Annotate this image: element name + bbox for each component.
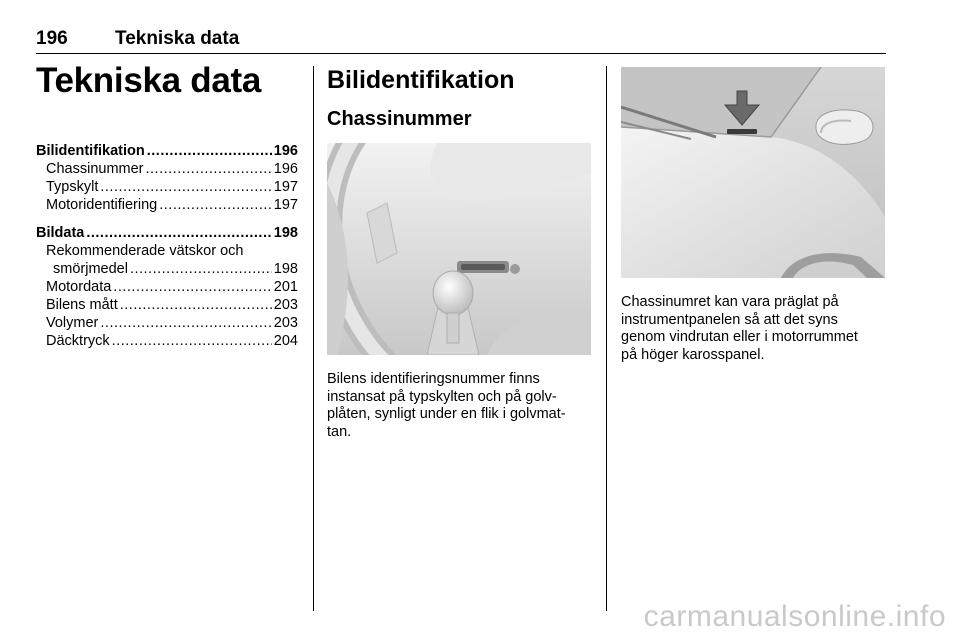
toc-entry-page: 204 — [273, 333, 298, 349]
toc-leader — [120, 296, 272, 314]
toc-entry-typskylt[interactable] — [36, 178, 298, 196]
toc-entry-label: Bilens mått — [46, 297, 118, 313]
toc-entry-bilens-matt[interactable] — [36, 296, 298, 314]
toc-entry-page: 198 — [273, 225, 298, 241]
toc-leader — [147, 142, 272, 160]
toc-entry-label: Motoridentifiering — [46, 197, 158, 213]
floor-vin-drawing — [327, 143, 591, 355]
text-line: plåten, synligt under en flik i golvmat- — [327, 406, 566, 422]
page-number: 196 — [36, 28, 68, 49]
figure-floor-vin-illustration — [327, 143, 591, 355]
toc-entry-label: Bilidentifikation — [36, 143, 145, 159]
toc-entry-bilidentifikation[interactable] — [36, 142, 298, 160]
toc-entry-label: Chassinummer — [46, 161, 144, 177]
toc-leader — [112, 332, 272, 350]
section-title: Bilidentifikation — [327, 66, 515, 94]
toc-entry-page: 201 — [273, 279, 298, 295]
toc-entry-label: Rekommenderade vätskor och — [46, 243, 244, 259]
toc-entry-motoridentifiering[interactable] — [36, 196, 298, 214]
toc-entry-page: 198 — [273, 261, 298, 277]
toc-gap — [36, 214, 298, 224]
toc-leader — [146, 160, 272, 178]
toc-leader — [86, 224, 271, 242]
column-toc — [36, 60, 298, 350]
paragraph-vin-location — [327, 371, 591, 441]
figure-windshield-vin-illustration — [621, 67, 885, 278]
column-divider-right — [606, 66, 607, 611]
watermark: carmanualsonline.info — [643, 600, 946, 633]
toc-leader — [113, 278, 272, 296]
column-section — [327, 60, 591, 441]
toc-entry-page: 197 — [273, 179, 298, 195]
toc-entry-smorjmedel[interactable] — [36, 260, 298, 278]
toc-leader — [130, 260, 272, 278]
toc-entry-page: 203 — [273, 297, 298, 313]
toc-entry-label: Typskylt — [46, 179, 99, 195]
toc-leader — [100, 314, 271, 332]
running-title: Tekniska data — [115, 28, 240, 49]
chapter-title: Tekniska data — [36, 61, 262, 100]
toc-leader — [100, 178, 271, 196]
page-header — [36, 28, 886, 54]
toc-entry-rekommenderade-line1[interactable] — [36, 242, 298, 260]
column-divider-left — [313, 66, 314, 611]
toc-entry-chassinummer[interactable] — [36, 160, 298, 178]
text-line: Chassinumret kan vara präglat på — [621, 294, 839, 310]
paragraph-vin-windshield — [621, 294, 885, 364]
text-line: instansat på typskylten och på golv- — [327, 388, 557, 405]
table-of-contents — [36, 142, 298, 350]
text-line: instrumentpanelen så att det syns — [621, 311, 838, 328]
toc-leader — [159, 196, 272, 214]
column-continued — [621, 67, 885, 364]
toc-entry-volymer[interactable] — [36, 314, 298, 332]
text-line: på höger karosspanel. — [621, 346, 765, 363]
toc-entry-bildata[interactable] — [36, 224, 298, 242]
toc-entry-label: Volymer — [46, 315, 99, 331]
toc-entry-motordata[interactable] — [36, 278, 298, 296]
subsection-title: Chassinummer — [327, 108, 472, 130]
toc-entry-label: Bildata — [36, 225, 85, 241]
toc-entry-page: 197 — [273, 197, 298, 213]
text-line: Bilens identifieringsnummer finns — [327, 371, 540, 387]
toc-entry-page: 196 — [273, 161, 298, 177]
toc-entry-label: Däcktryck — [46, 333, 110, 349]
toc-entry-dacktryck[interactable] — [36, 332, 298, 350]
toc-entry-label: smörjmedel — [53, 261, 128, 277]
text-line: genom vindrutan eller i motorrummet — [621, 329, 858, 345]
windshield-vin-drawing — [621, 67, 885, 278]
text-line: tan. — [327, 423, 352, 440]
toc-entry-page: 196 — [273, 143, 298, 159]
toc-entry-label: Motordata — [46, 279, 112, 295]
toc-entry-page: 203 — [273, 315, 298, 331]
